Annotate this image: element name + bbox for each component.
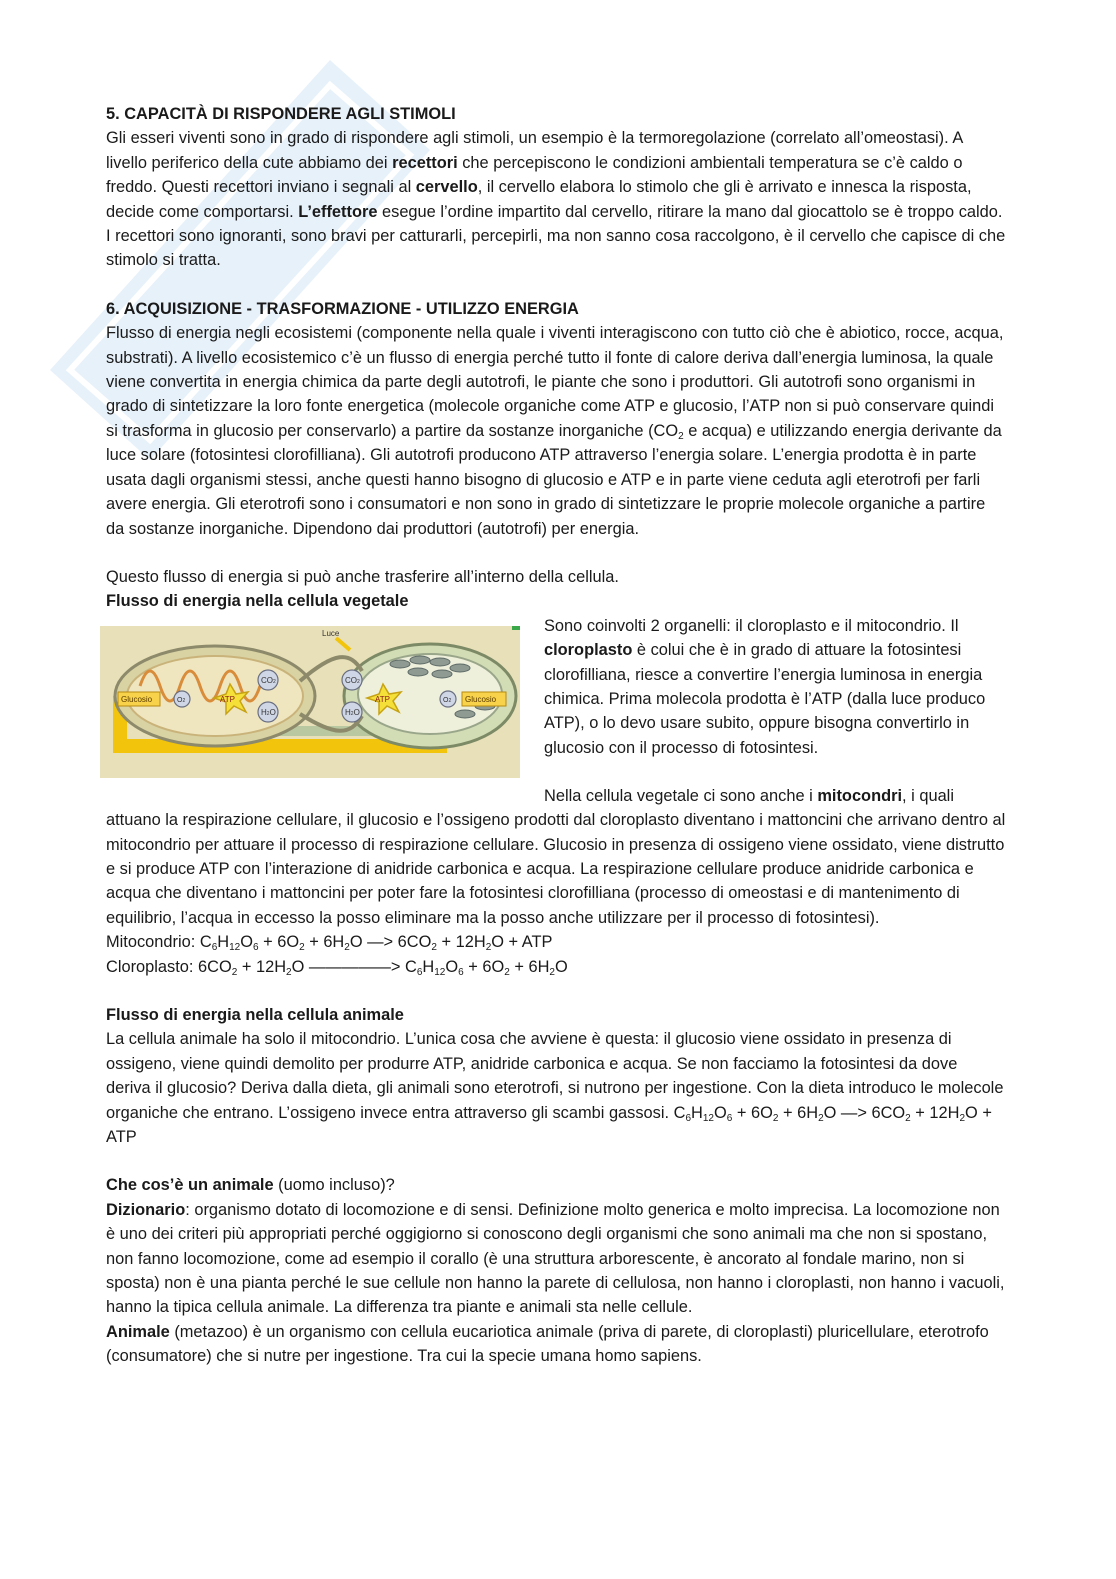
plant-cell-title: Flusso di energia nella cellula vegetale [106, 592, 409, 611]
glucose-label-left: Glucosio [121, 694, 153, 704]
section-5-paragraph-1: Gli esseri viventi sono in grado di rispondere agli stimoli, un esempio è la termoregolazione (correlato all’omeostasi). A livello periferico della cute abbiamo dei recettori che percepiscono le condizioni ambientali temperatura se c’è caldo o freddo. Questi recettori inviano i segnali al cervello, il cervello elabora lo stimolo che gli è arrivato e innesca la risposta, decide come comportarsi. L’effettore esegue l’ordine impartito dal cervello, ritirare la mano dal giocattolo se è troppo caldo. [106, 129, 1003, 221]
glucose-label-right: Glucosio [465, 694, 497, 704]
h2o-label-mito: H2O [261, 707, 276, 717]
dictionary-definition: Dizionario: organismo dotato di locomozione e di sensi. Definizione molto generica e molto imprecisa. La locomozione non è uno dei criteri più appropriati perché oggigiorno si conoscono degli organismi che sono animali ma che non si spostano, non fanno locomozione, come ad esempio il corallo (è una struttura arborescente, è ancorato al fondale marino, non si sposta) non è una pianta perché le sue cellule non hanno la parete di cellulosa, non hanno i cloroplasti, non hanno i vacuoli, hanno la tipica cellula animale. La differenza tra piante e animali sta nelle cellule. [106, 1200, 1005, 1317]
section-6-paragraph-2: Questo flusso di energia si può anche trasferire all’interno della cellula. [106, 567, 619, 586]
plant-cell-paragraph-2: Nella cellula vegetale ci sono anche i mitocondri, i quali attuano la respirazione cellulare, il glucosio e l’ossigeno prodotti dal cloroplasto diventano i mattoncini che arrivano dentro al mitocondrio per attuare il processo di respirazione cellulare. Glucosio in presenza di ossigeno viene ossidato, viene distrutto e si produce ATP con l’interazione di anidride carbonica e acqua. La respirazione cellulare produce anidride carbonica e acqua che diventano i mattoncini per poter fare la fotosintesi clorofilliana (processo di omeostasi e di mantenimento di equilibrio, l’acqua in eccesso la posso eliminare ma la posso anche utilizzare per il processo di fotosintesi). [106, 786, 1006, 927]
chloroplast-equation: Cloroplasto: $6CO_2 + 12H_2O$ —————> $C_6H_{12}O_6 + 6O_2 + 6H_2O$ [106, 957, 568, 978]
plant-cell-side-text: Sono coinvolti 2 organelli: il cloroplasto e il mitocondrio. Il cloroplasto è colui che è in grado di attuare la fotosintesi clorofilliana, riesce a convertire l’energia luminosa in energia chimica. Prima molecola prodotta è l’ATP (dalla luce produco ATP), o lo devo usare subito, oppure bisogna convertirlo in glucosio con il processo di fotosintesi. [544, 616, 986, 757]
o2-label-mito: O2 [177, 696, 186, 704]
section-5-title: 5. CAPACITÀ DI RISPONDERE AGLI STIMOLI [106, 105, 456, 123]
figure-row [106, 614, 1006, 784]
h2o-label-chloro: H2O [345, 707, 360, 717]
co2-label-mito: CO2 [261, 675, 276, 685]
o2-label-chloro: O2 [443, 696, 452, 704]
section-6-paragraph-1: Flusso di energia negli ecosistemi (componente nella quale i viventi interagiscono con tutto ciò che è abiotico, rocce, acqua, substrati). A livello ecosistemico c’è un flusso di energia perché tutto il fonte di calore deriva dall’energia luminosa, la quale viene convertita in energia chimica da parte degli autotrofi, le piante che sono i produttori. Gli autotrofi sono organismi in grado di sintetizzare la loro fonte energetica (molecole organiche come ATP e glucosio, l’ATP non si può conservare quindi si trasforma in glucosio per conservarlo) a partire da sostanze inorganiche ($CO_2$ e acqua) e utilizzando energia derivante da luce solare (fotosintesi clorofilliana). Gli autotrofi producono ATP attraverso l’energia solare. L’energia prodotta è in parte usata dagli organismi stessi, anche questi hanno bisogno di glucosio e ATP e in parte viene ceduta agli eterotrofi per farli avere energia. Gli eterotrofi sono i consumatori e non sono in grado di sintetizzare le proprie molecole organiche a partire da sostanze inorganiche. Dipendono dai produttori (autotrofi) per energia. [106, 324, 1004, 538]
co2-label-chloro: CO2 [345, 675, 360, 685]
animal-cell-paragraph: La cellula animale ha solo il mitocondrio. L’unica cosa che avviene è questa: il glucosio viene ossidato in presenza di ossigeno, viene quindi demolito per produrre ATP, anidride carbonica e acqua. Se non facciamo la fotosintesi da dove deriva il glucosio? Deriva dalla dieta, gli animali sono eterotrofi, si nutrono per ingestione. Con la dieta introduco le molecole organiche che entrano. L’ossigeno invece entra attraverso gli scambi gassosi. $C_6H_{12}O_6 + 6O_2 + 6H_2O$ —> $6CO_2 + 12H_2O$ + ATP [106, 1030, 1004, 1146]
atp-label-mito: ATP [220, 694, 235, 704]
document-page [106, 102, 1006, 1369]
light-label: Luce [322, 628, 340, 638]
section-6-title: 6. ACQUISIZIONE - TRASFORMAZIONE - UTILIZZO ENERGIA [106, 299, 579, 318]
mitochondrion-equation: Mitocondrio: $C_6H_{12}O_6 + 6O_2 + 6H_2O$ —> $6CO_2 + 12H_2O$ + ATP [106, 933, 553, 954]
animal-question: Che cos’è un animale (uomo incluso)? [106, 1176, 395, 1195]
atp-label-chloro: ATP [375, 694, 390, 704]
energy-flow-diagram [100, 626, 520, 778]
section-5-paragraph-2: I recettori sono ignoranti, sono bravi per catturarli, percepirli, ma non sanno cosa raccolgono, è il cervello che capisce di che stimolo si tratta. [106, 227, 1006, 270]
animal-cell-title: Flusso di energia nella cellula animale [106, 1005, 404, 1024]
animal-definition: Animale (metazoo) è un organismo con cellula eucariotica animale (priva di parete, di cloroplasti) pluricellulare, eterotrofo (consumatore) che si nutre per ingestione. Tra cui la specie umana homo sapiens. [106, 1322, 989, 1366]
